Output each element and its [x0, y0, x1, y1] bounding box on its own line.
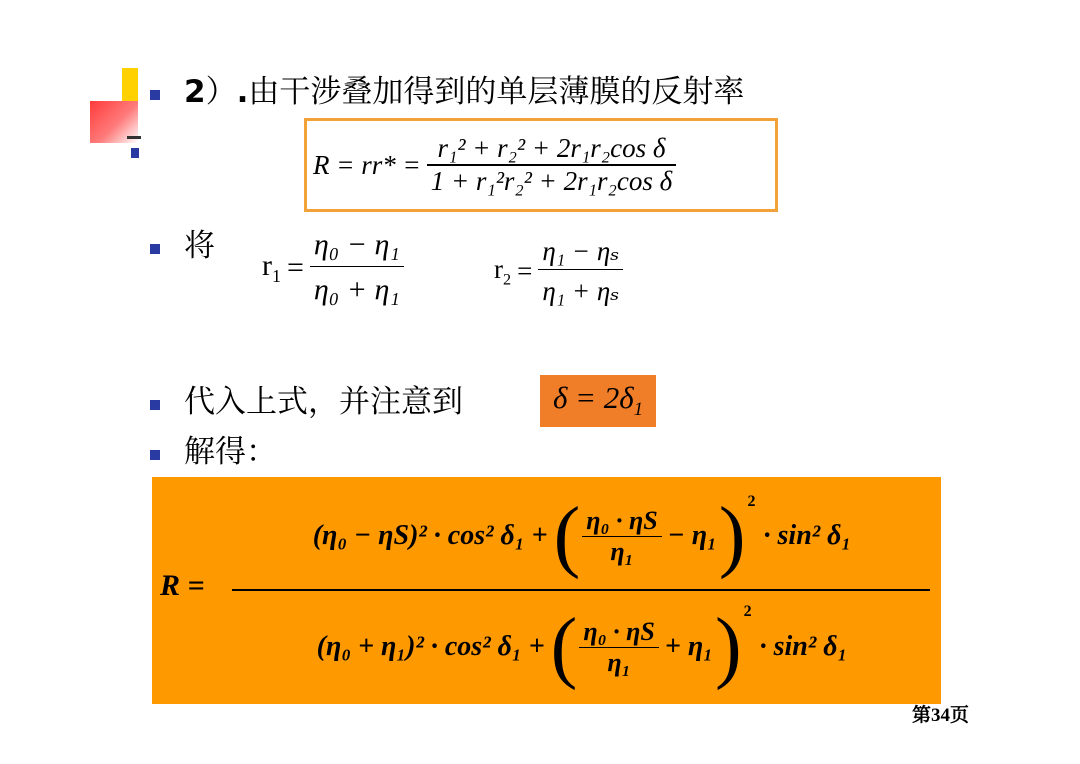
exponent: 2 [743, 603, 752, 620]
item-number: 2 [184, 74, 206, 110]
final-numerator [232, 487, 932, 585]
final-lhs: R = [160, 569, 205, 602]
formula1-lhs: R = rr* = [313, 149, 421, 180]
denominator-part2: · sin² δ₁ [759, 631, 848, 662]
inner-denominator: η₁ [610, 536, 634, 566]
bullet-marker [150, 244, 160, 254]
inner-numerator: η₀ · ηS [586, 505, 658, 535]
deco-dark-line [127, 136, 141, 139]
left-paren: ( [550, 603, 578, 691]
formula1-numerator: r₁² + r₂² + 2r₁r₂cos δ [437, 133, 666, 163]
inner-fraction [582, 506, 662, 567]
r2-numerator: η₁ − ηₛ [542, 236, 620, 266]
item-dot: . [236, 74, 249, 110]
r2-equals: = [517, 256, 533, 286]
left-paren: ( [553, 492, 581, 580]
bullet-marker [150, 90, 160, 100]
bullet-marker [150, 450, 160, 460]
delta-substitution-box [540, 375, 656, 427]
page-number: 第34页 [912, 705, 970, 726]
r1-equals: = [287, 250, 304, 284]
r1-numerator: η₀ − η₁ [313, 228, 400, 261]
bullet-marker [150, 400, 160, 410]
fraction-bar [232, 589, 930, 591]
r1-fraction [310, 228, 404, 307]
inner-denominator: η₁ [607, 647, 631, 677]
final-denominator [232, 597, 932, 697]
bullet-3-text: 代入上式，并注意到 [184, 384, 463, 420]
inner-operator: + η₁ [664, 631, 713, 662]
inner-operator: − η₁ [667, 520, 717, 551]
bullet-2-text: 将 [184, 228, 215, 264]
deco-yellow-bar [122, 68, 138, 102]
final-reflectance-box [152, 477, 941, 704]
exponent: 2 [747, 493, 756, 510]
inner-numerator: η₀ · ηS [583, 616, 655, 646]
denominator-part1: (η₀ + η₁)² · cos² δ₁ + [316, 631, 545, 662]
delta-formula: $\delta = 2\delta_1$ [552, 380, 644, 421]
r2-label: $r_2$ [494, 253, 512, 289]
bullet-1-label: 由干涉叠加得到的单层薄膜的反射率 [248, 74, 745, 110]
right-paren: ) [714, 603, 742, 691]
bullet-1-text [184, 72, 744, 112]
reflectance-formula-box [304, 118, 778, 212]
deco-blue-square [131, 148, 139, 158]
bullet-4-text: 解得： [184, 434, 277, 470]
r2-denominator: η₁ + ηₛ [542, 276, 620, 306]
right-paren: ) [718, 492, 746, 580]
numerator-part2: · sin² δ₁ [763, 520, 852, 551]
r1-denominator: η₀ + η₁ [313, 273, 400, 306]
formula1-denominator: 1 + r₁²r₂² + 2r₁r₂cos δ [430, 166, 673, 196]
r2-formula [494, 236, 623, 307]
r1-label: $r_1$ [262, 248, 281, 286]
r2-fraction [538, 236, 623, 307]
item-paren: ） [205, 74, 237, 110]
r1-formula [262, 228, 404, 307]
numerator-part1: (η₀ − ηS)² · cos² δ₁ + [312, 520, 548, 551]
formula1-fraction [427, 133, 677, 197]
inner-fraction [579, 617, 659, 678]
